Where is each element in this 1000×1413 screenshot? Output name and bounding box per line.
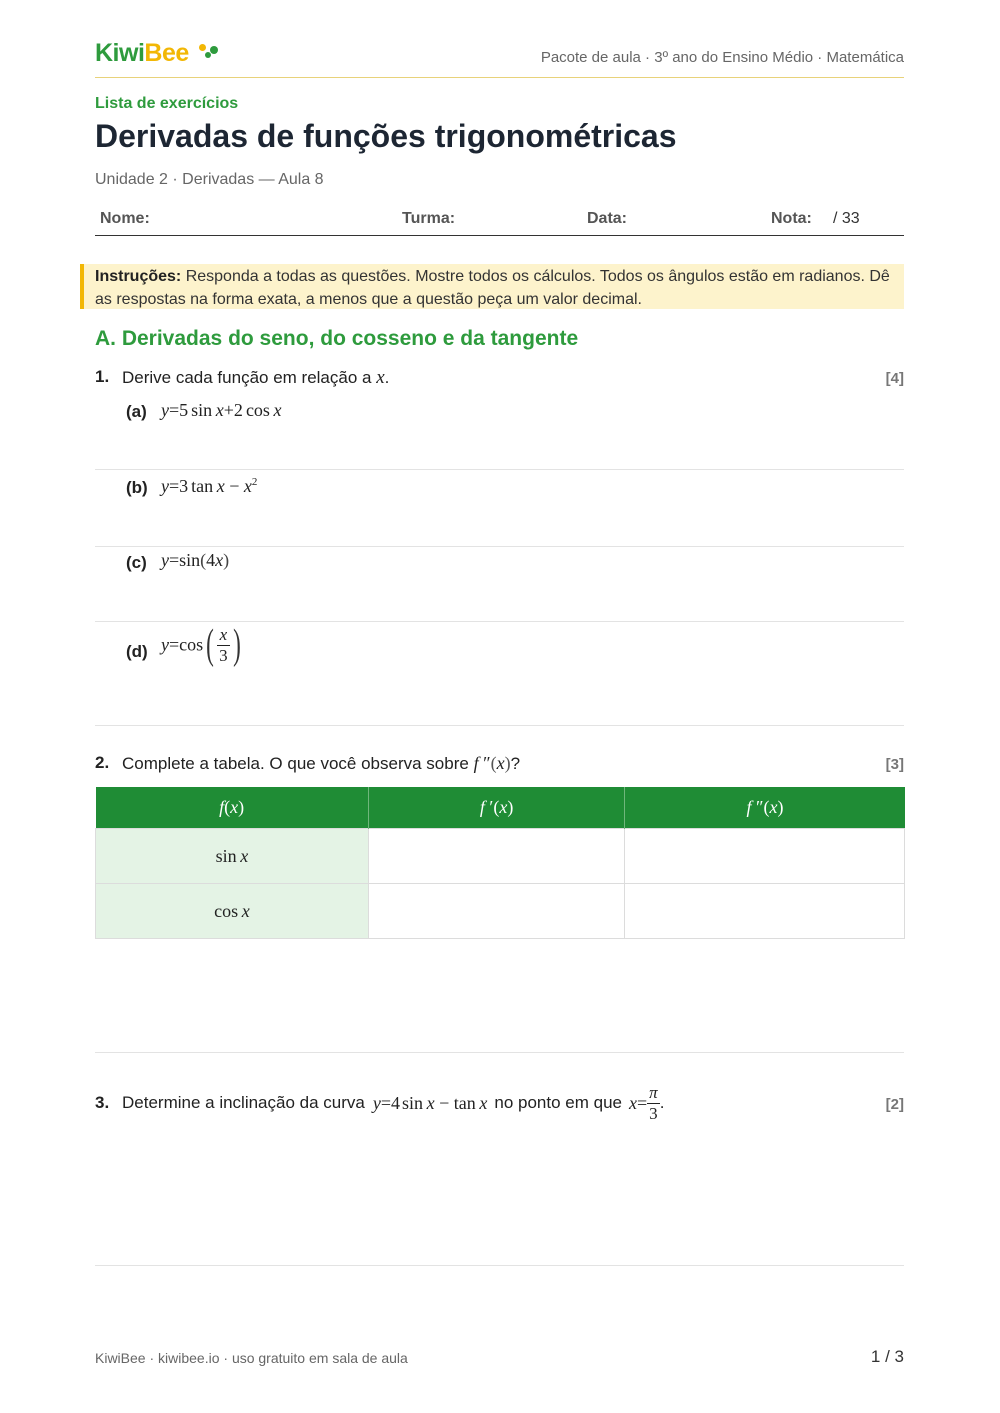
page-number: 1 / 3 <box>870 1347 904 1366</box>
table-cell-cos: cos x <box>96 884 369 939</box>
question-1-text: Derive cada função em relação a x. <box>122 367 390 388</box>
part-1c-expression: y=sin(4x) <box>161 550 230 570</box>
logo-dots-icon <box>199 41 219 63</box>
derivatives-table <box>95 787 905 939</box>
student-info-row <box>95 201 904 236</box>
part-1a-label: (a) <box>126 402 147 421</box>
answer-divider <box>95 621 904 622</box>
grade-label: Nota: <box>771 210 812 227</box>
question-1-number: 1. <box>95 367 110 386</box>
answer-divider <box>95 725 904 726</box>
table-answer-cell[interactable] <box>368 884 625 939</box>
header-divider <box>95 77 904 78</box>
name-label: Nome: <box>100 210 150 227</box>
table-row <box>96 884 905 939</box>
package-info: Pacote de aula · 3º ano do Ensino Médio · Matemática <box>540 49 904 66</box>
table-row <box>96 829 905 884</box>
question-1-marks: [4] <box>885 370 904 387</box>
class-label: Turma: <box>402 210 456 227</box>
section-a-title: A. Derivadas do seno, do cosseno e da tangente <box>95 327 579 350</box>
part-1c-label: (c) <box>126 553 147 572</box>
answer-divider <box>95 1265 904 1266</box>
answer-divider <box>95 546 904 547</box>
question-2-marks: [3] <box>885 756 904 773</box>
part-1b-expression: y=3 $\tan x - x^2$ <box>161 476 258 496</box>
page-subtitle: Unidade 2 · Derivadas — Aula 8 <box>95 171 324 188</box>
part-1a-expression: y=5 sin x+2 cos x <box>161 400 282 420</box>
part-1d-expression: y=cos( $\frac{x}{3}$ ) <box>161 622 241 668</box>
instructions-text: Instruções: Responda a todas as questões. Mostre todos os cálculos. Todos os ângulos estão em radianos. Dê as respostas na forma exata, a menos que a questão peça um valor decimal. <box>95 268 890 308</box>
brand-logo: KiwiBee <box>95 39 189 67</box>
table-answer-cell[interactable] <box>625 884 905 939</box>
answer-divider <box>95 1052 904 1053</box>
answer-divider <box>95 469 904 470</box>
footer-text: KiwiBee · kiwibee.io · uso gratuito em sala de aula <box>95 1350 408 1366</box>
instructions-box <box>80 264 904 309</box>
question-3-text: Determine a inclinação da curva y=4 sin x − tan x no ponto em que x = $\frac{\pi}{3}$ . <box>122 1082 665 1123</box>
page-title: Derivadas de funções trigonométricas <box>95 118 677 154</box>
instructions-accent <box>80 264 84 309</box>
date-label: Data: <box>587 210 628 227</box>
table-header-fx: f(x) <box>96 787 369 829</box>
question-2-text: Complete a tabela. O que você observa sobre f ″(x)? <box>122 753 521 773</box>
table-answer-cell[interactable] <box>625 829 905 884</box>
part-1b-label: (b) <box>126 478 148 497</box>
part-1d-label: (d) <box>126 642 148 661</box>
table-header-second-derivative: f ″(x) <box>625 787 905 829</box>
table-header-first-derivative: f ′(x) <box>368 787 625 829</box>
table-answer-cell[interactable] <box>368 829 625 884</box>
doc-kicker: Lista de exercícios <box>95 95 239 112</box>
question-3-marks: [2] <box>885 1096 904 1113</box>
table-header-row <box>96 787 905 829</box>
table-cell-sin: sin x <box>96 829 369 884</box>
question-3-number: 3. <box>95 1093 110 1112</box>
question-2-number: 2. <box>95 753 110 772</box>
grade-total: / 33 <box>833 210 860 227</box>
